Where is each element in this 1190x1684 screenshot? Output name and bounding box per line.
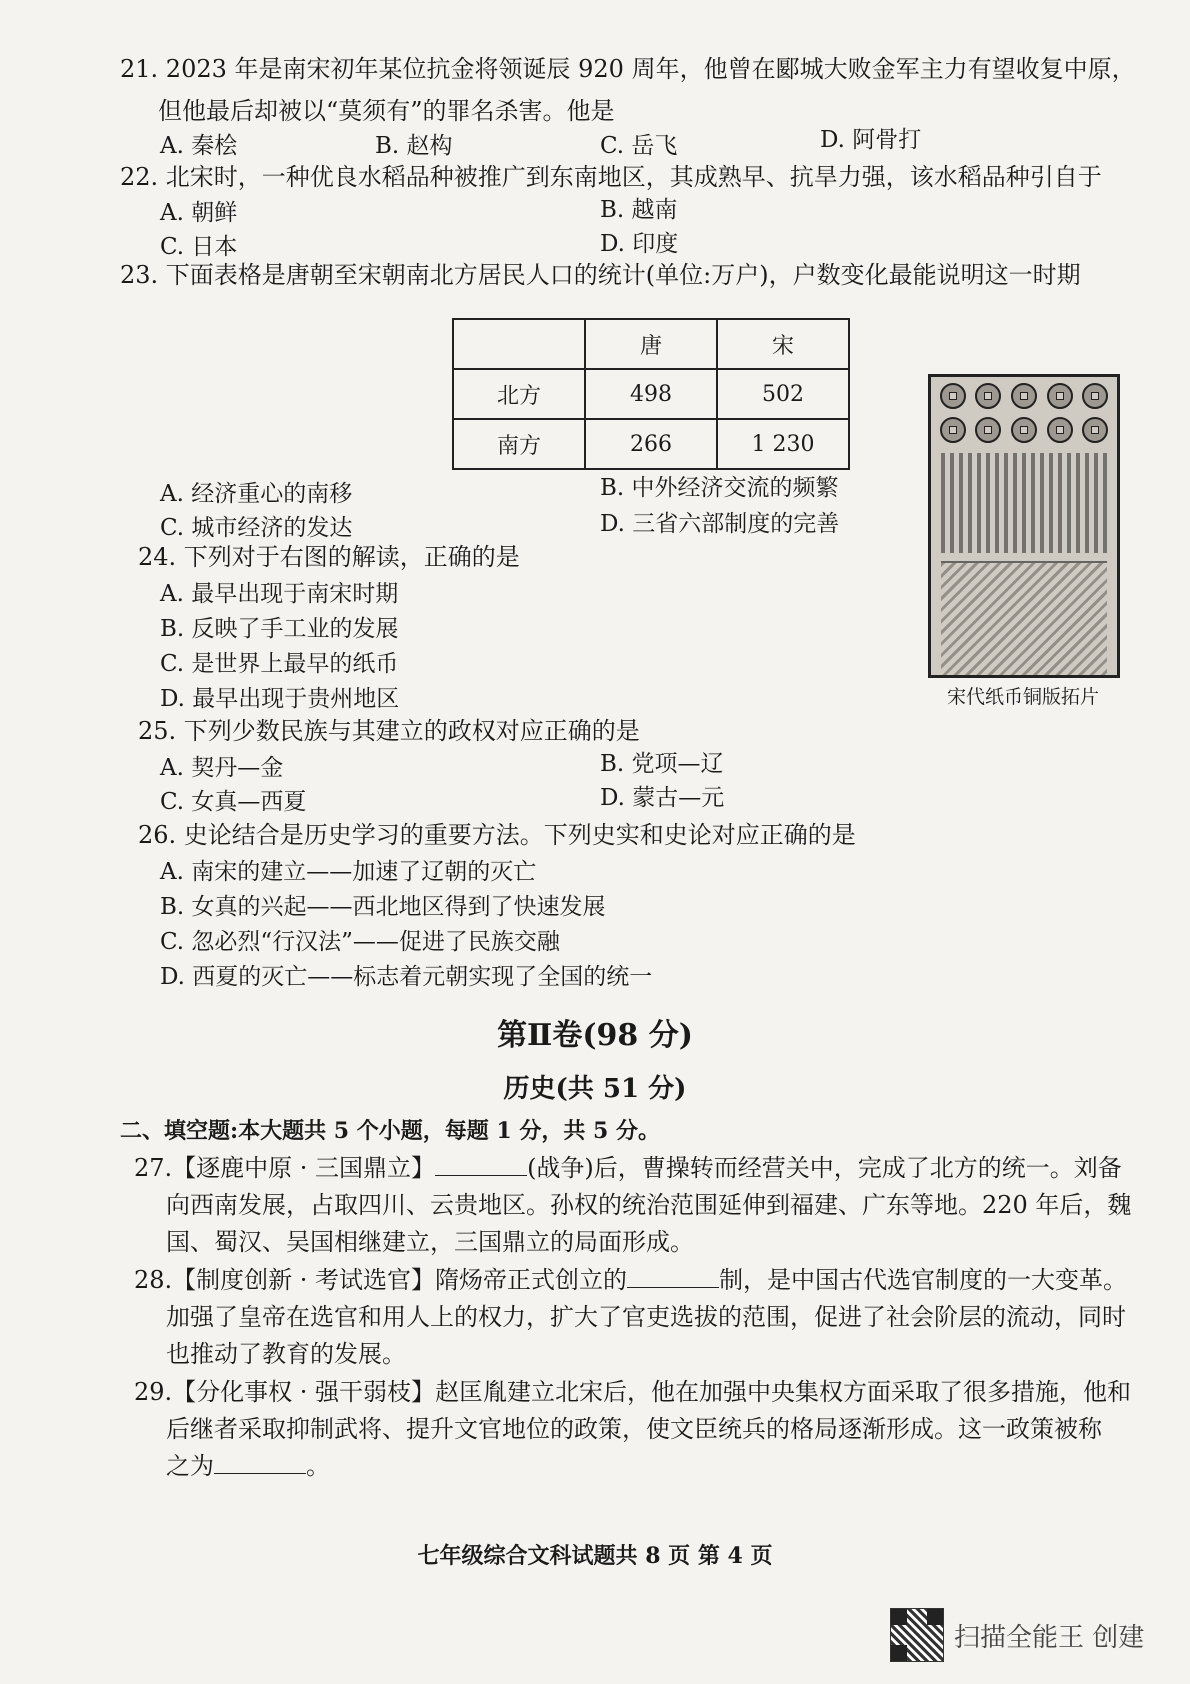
q26-option-d: D. 西夏的灭亡——标志着元朝实现了全国的统一 <box>160 964 653 990</box>
qr-code-icon <box>890 1608 944 1662</box>
q28-answer-blank[interactable] <box>627 1267 719 1288</box>
q24-option-d: D. 最早出现于贵州地区 <box>160 686 400 712</box>
q21-option-d: D. 阿骨打 <box>820 127 922 153</box>
part2-heading: 二、填空题:本大题共 5 个小题，每题 1 分，共 5 分。 <box>120 1118 661 1144</box>
q21-stem-cont: 但他最后却被以“莫须有”的罪名杀害。他是 <box>158 97 615 125</box>
table-cell: 266 <box>585 419 717 469</box>
table-cell: 498 <box>585 369 717 419</box>
q29-line3 <box>134 1448 1094 1485</box>
illustration-area <box>941 561 1107 678</box>
q27 <box>134 1150 1132 1261</box>
q29-text: 赵匡胤建立北宋后，他在加强中央集权方面采取了很多措施，他和 <box>435 1378 1132 1406</box>
q25-option-d: D. 蒙古—元 <box>600 785 725 811</box>
q27-line1 <box>134 1150 1122 1187</box>
table-row <box>453 369 849 419</box>
coin-icon <box>940 383 966 409</box>
q29-tag: 【分化事权 · 强干弱枝】 <box>172 1378 436 1406</box>
q29-text-after: 。 <box>306 1452 330 1480</box>
q25-option-a: A. 契丹—金 <box>160 755 284 781</box>
q29 <box>134 1374 1132 1485</box>
q27-line2: 向西南发展，占取四川、云贵地区。孙权的统治范围延伸到福建、广东等地。220 年后，魏 <box>166 1191 1132 1219</box>
q28-line2: 加强了皇帝在选官和用人上的权力，扩大了官吏选拔的范围，促进了社会阶层的流动，同时 <box>166 1303 1126 1331</box>
q27-text: (战争)后，曹操转而经营关中，完成了北方的统一。刘备 <box>527 1154 1122 1182</box>
q29-text-before: 之为 <box>166 1452 214 1480</box>
coin-icon <box>1082 417 1108 443</box>
scanner-watermark <box>890 1608 1144 1662</box>
q29-answer-blank[interactable] <box>214 1453 306 1474</box>
coin-row <box>931 411 1117 445</box>
coin-icon <box>1047 417 1073 443</box>
population-table <box>452 318 850 470</box>
q26-option-c: C. 忽必烈“行汉法”——促进了民族交融 <box>160 929 560 955</box>
q26-stem: 26. 史论结合是历史学习的重要方法。下列史实和史论对应正确的是 <box>138 821 856 849</box>
q29-line2: 后继者采取抑制武将、提升文官地位的政策，使文臣统兵的格局逐渐形成。这一政策被称 <box>166 1415 1102 1443</box>
q28-number: 28. <box>134 1266 173 1294</box>
table-cell: 宋 <box>717 319 849 369</box>
q22-option-c: C. 日本 <box>160 234 238 260</box>
q29-line1 <box>134 1374 1132 1411</box>
inscription-area <box>941 453 1107 553</box>
coin-icon <box>1047 383 1073 409</box>
table-cell: 唐 <box>585 319 717 369</box>
q24-option-c: C. 是世界上最早的纸币 <box>160 651 399 677</box>
q25-stem: 25. 下列少数民族与其建立的政权对应正确的是 <box>138 717 640 745</box>
q28-line1 <box>134 1262 1128 1299</box>
q29-number: 29. <box>134 1378 173 1406</box>
q24-stem: 24. 下列对于右图的解读，正确的是 <box>138 543 520 571</box>
coin-icon <box>1011 417 1037 443</box>
q23-option-d: D. 三省六部制度的完善 <box>600 511 840 537</box>
page-footer: 七年级综合文科试题共 8 页 第 4 页 <box>417 1543 773 1569</box>
table-row <box>453 419 849 469</box>
coin-icon <box>1011 383 1037 409</box>
q23-option-a: A. 经济重心的南移 <box>160 481 353 507</box>
q26-option-b: B. 女真的兴起——西北地区得到了快速发展 <box>160 894 606 920</box>
q24-option-b: B. 反映了手工业的发展 <box>160 616 399 642</box>
q27-answer-blank[interactable] <box>435 1155 527 1176</box>
table-cell <box>453 319 585 369</box>
coin-icon <box>975 417 1001 443</box>
q21-stem: 21. 2023 年是南宋初年某位抗金将领诞辰 920 周年，他曾在郾城大败金军主力有望收复中原， <box>120 55 1136 83</box>
section-subtitle: 历史(共 51 分) <box>503 1074 687 1104</box>
table-cell: 南方 <box>453 419 585 469</box>
q28-line3: 也推动了教育的发展。 <box>166 1340 406 1368</box>
table-cell: 北方 <box>453 369 585 419</box>
paper-money-rubbing-image <box>928 374 1120 678</box>
q28-text-before: 隋炀帝正式创立的 <box>435 1266 628 1294</box>
q22-option-d: D. 印度 <box>600 231 679 257</box>
table-cell: 502 <box>717 369 849 419</box>
q28 <box>134 1262 1128 1373</box>
q25-option-c: C. 女真—西夏 <box>160 789 307 815</box>
q27-line3: 国、蜀汉、吴国相继建立，三国鼎立的局面形成。 <box>166 1228 694 1256</box>
coin-icon <box>975 383 1001 409</box>
q27-tag: 【逐鹿中原 · 三国鼎立】 <box>172 1154 436 1182</box>
q22-stem: 22. 北宋时，一种优良水稻品种被推广到东南地区，其成熟早、抗旱力强，该水稻品种引自于 <box>120 163 1102 191</box>
q28-tag: 【制度创新 · 考试选官】 <box>172 1266 436 1294</box>
q21-option-a: A. 秦桧 <box>160 133 238 159</box>
table-cell: 1 230 <box>717 419 849 469</box>
q23-option-b: B. 中外经济交流的频繁 <box>600 475 839 501</box>
q25-option-b: B. 党项—辽 <box>600 751 724 777</box>
q23-stem: 23. 下面表格是唐朝至宋朝南北方居民人口的统计(单位:万户)，户数变化最能说明这一时期 <box>120 261 1081 289</box>
coin-icon <box>940 417 966 443</box>
coin-row <box>931 377 1117 411</box>
q22-option-a: A. 朝鲜 <box>160 200 238 226</box>
section-title: 第Ⅱ卷(98 分) <box>497 1018 693 1053</box>
q26-option-a: A. 南宋的建立——加速了辽朝的灭亡 <box>160 859 537 885</box>
q21-option-c: C. 岳飞 <box>600 133 678 159</box>
table-header-row <box>453 319 849 369</box>
q23-option-c: C. 城市经济的发达 <box>160 515 353 541</box>
q24-option-a: A. 最早出现于南宋时期 <box>160 581 399 607</box>
q27-number: 27. <box>134 1154 173 1182</box>
q22-option-b: B. 越南 <box>600 197 678 223</box>
watermark-text: 扫描全能王 创建 <box>954 1622 1145 1653</box>
q21-option-b: B. 赵构 <box>375 133 453 159</box>
figure-caption: 宋代纸币铜版拓片 <box>946 686 1099 708</box>
q28-text-after: 制，是中国古代选官制度的一大变革。 <box>719 1266 1128 1294</box>
coin-icon <box>1082 383 1108 409</box>
